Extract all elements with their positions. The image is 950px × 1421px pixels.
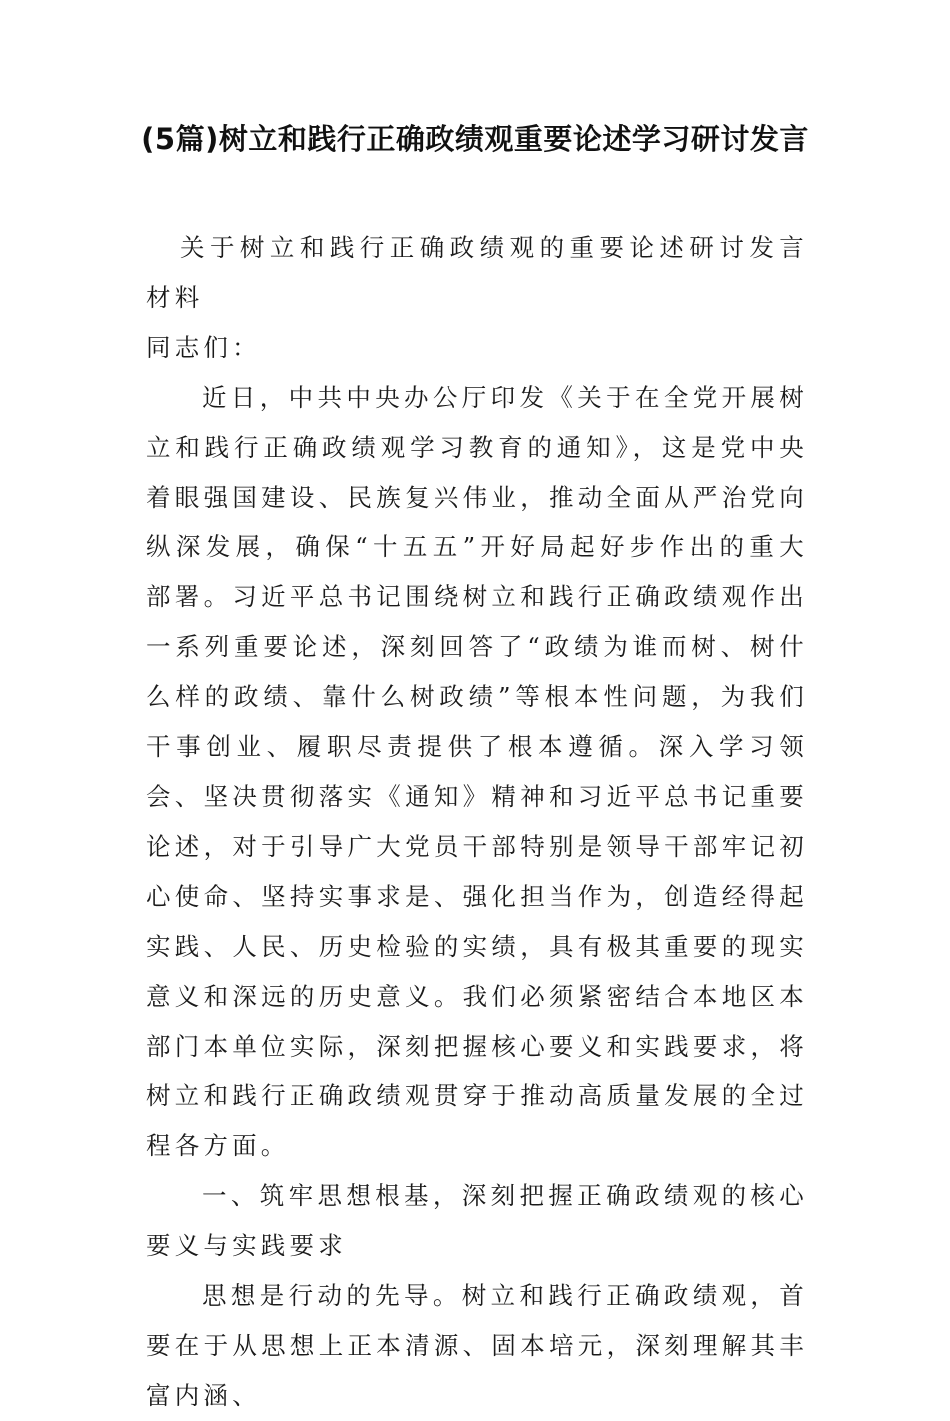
- paragraph-intro: 近日，中共中央办公厅印发《关于在全党开展树立和践行正确政绩观学习教育的通知》，这是党中央着眼强国建设、民族复兴伟业，推动全面从严治党向纵深发展，确保“十五五”开好局起好步作出的重大部署。习近平总书记围绕树立和践行正确政绩观作出一系列重要论述，深刻回答了“政绩为谁而树、树什么样的政绩、靠什么树政绩”等根本性问题，为我们干事创业、履职尽责提供了根本遵循。深入学习领会、坚决贯彻落实《通知》精神和习近平总书记重要论述，对于引导广大党员干部特别是领导干部牢记初心使命、坚持实事求是、强化担当作为，创造经得起实践、人民、历史检验的实绩，具有极其重要的现实意义和深远的历史意义。我们必须紧密结合本地区本部门本单位实际，深刻把握核心要义和实践要求，将树立和践行正确政绩观贯穿于推动高质量发展的全过程各方面。: [146, 382, 808, 1161]
- document-subtitle: 关于树立和践行正确政绩观的重要论述研讨发言材料: [146, 233, 808, 312]
- salutation: 同志们：: [146, 332, 261, 362]
- section-heading-1: 一、筑牢思想根基，深刻把握正确政绩观的核心要义与实践要求: [146, 1181, 808, 1261]
- paragraph-section-1: 思想是行动的先导。树立和践行正确政绩观，首要在于从思想上正本清源、固本培元，深刻理解其丰富内涵、: [146, 1281, 808, 1410]
- document-body: [146, 223, 808, 1421]
- document-title: (5篇)树立和践行正确政绩观重要论述学习研讨发言: [141, 122, 809, 156]
